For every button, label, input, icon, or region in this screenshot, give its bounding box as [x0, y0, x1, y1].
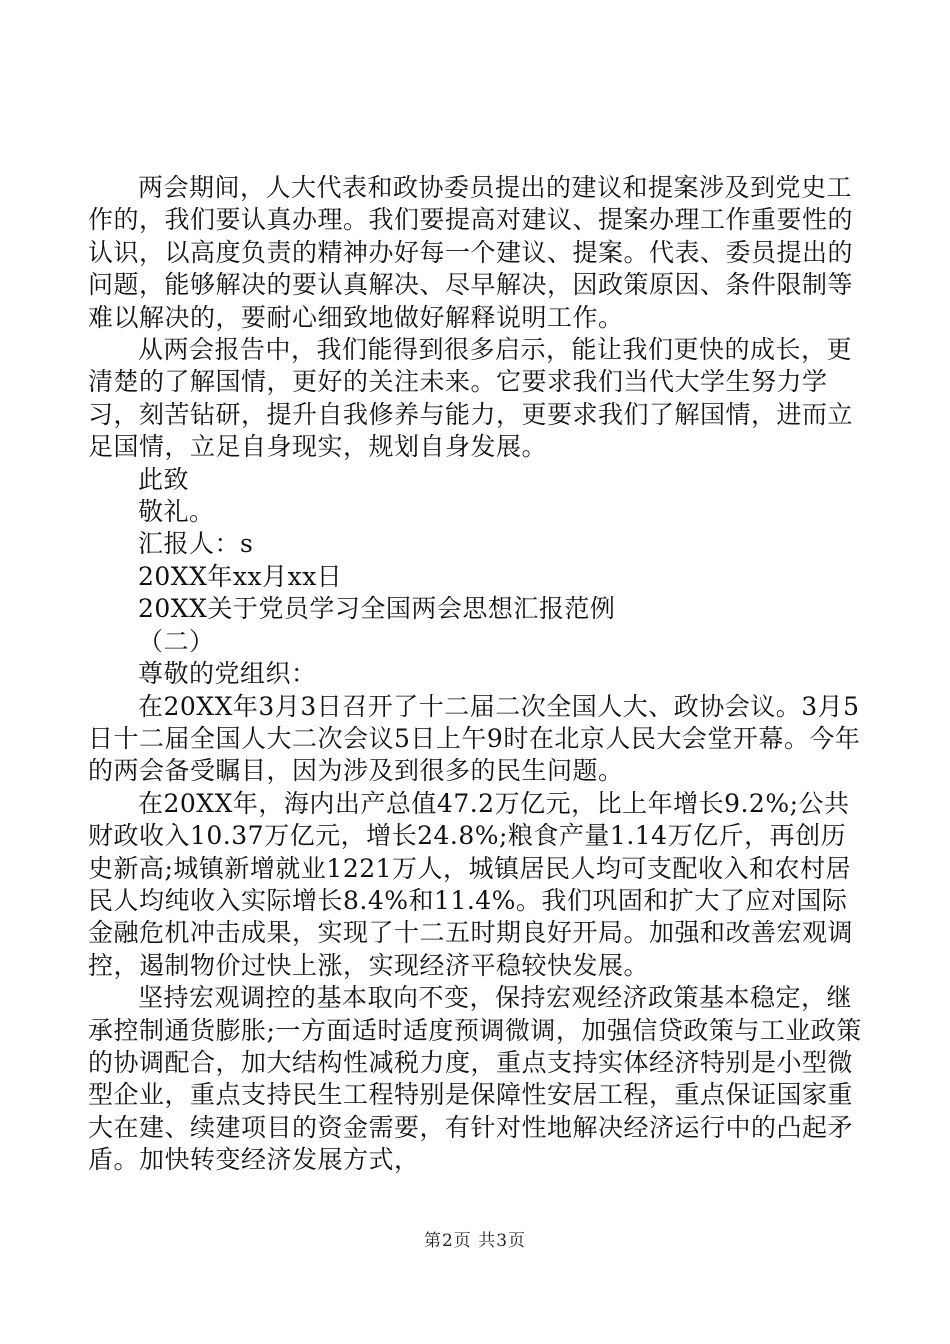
section-number: （二） [138, 626, 215, 656]
page-footer: 第2页 共3页 [423, 1231, 527, 1251]
paragraph-meeting: 在20XX年3月3日召开了十二届二次全国人大、政协会议。3月5日十二届全国人大二次会议5日上午9时在北京人民大会堂开幕。今年的两会备受瞩目，因为涉及到很多的民生问题。 [88, 691, 861, 786]
paragraph-statistics: 在20XX年，海内出产总值47.2万亿元，比上年增长9.2%;公共财政收入10.37万亿元，增长24.8%;粮食产量1.14万亿斤，再创历史新高;城镇新增就业1221万人，城镇居民人均可支配收入和农村居民人均纯收入实际增长8.4%和11.4%。我们巩固和扩大了应对国际金融危机冲击成果，实现了十二五时期良好开局。加强和改善宏观调控，遏制物价过快上涨，实现经济平稳较快发展。 [88, 788, 854, 980]
closing-respect: 敬礼。 [138, 497, 215, 527]
closing-salutation: 此致 [138, 464, 190, 494]
paragraph-inspiration: 从两会报告中，我们能得到很多启示，能让我们更快的成长，更清楚的了解国情，更好的关注未来。它要求我们当代大学生努力学习，刻苦钻研，提升自我修养与能力，更要求我们了解国情，进而立足国情，立足自身现实，规划自身发展。 [88, 335, 854, 462]
next-title: 20XX关于党员学习全国两会思想汇报范例 [138, 594, 616, 624]
closing-reporter: 汇报人：s [138, 529, 254, 559]
closing-date: 20XX年xx月xx日 [138, 561, 343, 591]
addressee: 尊敬的党组织： [138, 659, 317, 689]
paragraph-macro-control: 坚持宏观调控的基本取向不变，保持宏观经济政策基本稳定，继承控制通货膨胀;一方面适时适度预调微调，加强信贷政策与工业政策的协调配合，加大结构性减税力度，重点支持实体经济特别是小型微型企业，重点支持民生工程特别是保障性安居工程，重点保证国家重大在建、续建项目的资金需要，有针对性地解决经济运行中的凸起矛盾。加快转变经济发展方式， [88, 983, 862, 1175]
document-body [88, 172, 868, 1177]
paragraph-proposals: 两会期间，人大代表和政协委员提出的建议和提案涉及到党史工作的，我们要认真办理。我们要提高对建议、提案办理工作重要性的认识，以高度负责的精神办好每一个建议、提案。代表、委员提出的问题，能够解决的要认真解决、尽早解决，因政策原因、条件限制等难以解决的，要耐心细致地做好解释说明工作。 [88, 173, 854, 332]
